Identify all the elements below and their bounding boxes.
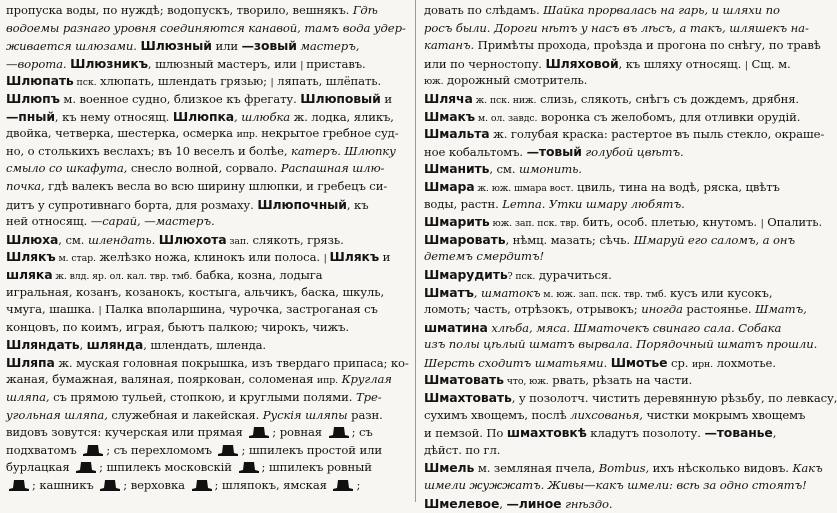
entry-text: м. юж. зап. пск. твр. тмб. bbox=[540, 288, 667, 300]
text-line bbox=[424, 495, 816, 513]
entry-text: Примѣты прохода, проѣзда и прогона по снѣгу, по травѣ bbox=[474, 38, 821, 53]
entry-text: мастеръ, bbox=[296, 39, 360, 54]
entry-text: м. стар. bbox=[55, 253, 96, 265]
entry-text: но, о столькихъ веслахъ; въ 10 веселъ и болѣе, bbox=[6, 143, 292, 158]
entry-text: слякоть, грязь. bbox=[248, 232, 344, 247]
headword: Шмаровать bbox=[424, 231, 506, 247]
entry-text: пск. bbox=[73, 77, 97, 89]
text-line bbox=[424, 354, 816, 372]
entry-text: пропуска воды, по нуждѣ; водопускъ, творило, вешнякъ. bbox=[6, 3, 353, 17]
text-line bbox=[6, 284, 411, 302]
entry-text: чистки мокрымъ хвощемъ bbox=[642, 407, 806, 422]
text-line bbox=[424, 108, 816, 126]
entry-text: сухимъ хвощемъ, послѣ bbox=[424, 407, 571, 422]
entry-text: приставъ. bbox=[306, 56, 366, 71]
entry-text: и bbox=[380, 91, 392, 106]
entry-text: некрытое гребное суд- bbox=[257, 126, 399, 141]
entry-text: | bbox=[98, 305, 102, 317]
entry-text: Шайка прорвалась на гарь, и шляхи по bbox=[543, 3, 780, 17]
entry-text: , шлендать, шленда. bbox=[143, 338, 267, 353]
text-line bbox=[424, 477, 816, 495]
hat-illustration-icon bbox=[332, 479, 354, 492]
entry-text: | bbox=[270, 77, 274, 89]
entry-text: чмуга, шашка. bbox=[6, 302, 99, 317]
entry-text: бабка, козна, лодыга bbox=[192, 267, 323, 282]
entry-text: или bbox=[211, 39, 242, 54]
text-line bbox=[6, 108, 411, 126]
headword: Шмарудить bbox=[424, 266, 508, 282]
text-line bbox=[6, 477, 411, 495]
entry-text: снесло волной, сорвало. bbox=[127, 161, 281, 176]
entry-text: , см. bbox=[58, 232, 88, 247]
entry-text: , къ шляху относящ. bbox=[618, 56, 745, 71]
entry-text: шмонить. bbox=[519, 162, 582, 177]
entry-text: водоемы разнаго уровня соединяются канавой, тамъ вода удер- bbox=[6, 20, 406, 35]
entry-text: ляпать, шлёпать. bbox=[273, 74, 382, 89]
entry-text: воронка съ желобомъ, для отливки орудій. bbox=[537, 109, 801, 124]
entry-text: и пемзой. По bbox=[424, 426, 507, 441]
entry-text: ср. bbox=[667, 355, 692, 370]
entry-text: ; верховка bbox=[123, 478, 189, 493]
text-line bbox=[6, 389, 411, 407]
text-line bbox=[424, 319, 816, 337]
entry-text: Шмаруй его саломъ, а онъ bbox=[633, 232, 796, 247]
headword: Шлюпка bbox=[172, 108, 235, 124]
entry-text: ; шляпокъ, ямская bbox=[214, 478, 331, 493]
text-line bbox=[424, 178, 816, 196]
entry-text: угольная шляпа, bbox=[6, 407, 108, 422]
headword: Шлюха bbox=[6, 231, 59, 247]
headword: Шманить bbox=[424, 161, 490, 177]
text-line bbox=[6, 90, 411, 108]
entry-text: | bbox=[744, 59, 748, 71]
text-line bbox=[424, 424, 816, 442]
text-line bbox=[424, 407, 816, 425]
text-line bbox=[424, 389, 837, 407]
text-line bbox=[424, 442, 816, 460]
entry-text: зап. bbox=[226, 235, 249, 247]
entry-text: что, юж. bbox=[503, 376, 549, 388]
hat-illustration-icon bbox=[82, 444, 104, 457]
entry-text: желѣзко ножа, клинокъ или полоса. bbox=[95, 250, 324, 265]
entry-text: ж. пск. ниж. bbox=[472, 94, 537, 106]
entry-text: служебная и лакейская. bbox=[107, 407, 263, 422]
headword: Шлюхота bbox=[158, 231, 227, 247]
text-line bbox=[424, 125, 825, 143]
entry-text: ; bbox=[356, 478, 361, 493]
entry-text: игральная, козанъ, козанокъ, костыга, альчикъ, баска, шкуль, bbox=[6, 284, 385, 299]
headword: Шмотье bbox=[610, 354, 668, 370]
entry-text: концовъ, по коимъ, играя, бьютъ палкою; чирокъ, чижъ. bbox=[6, 319, 349, 334]
headword: Шляча bbox=[424, 90, 473, 106]
hat-illustration-icon bbox=[99, 479, 121, 492]
entry-text: , bbox=[499, 496, 507, 511]
entry-text: жаная, бумажная, валяная, пояркован, соломеная bbox=[6, 372, 317, 387]
entry-text: гдѣ валекъ весла во всю ширину шлюпки, и гребецъ си- bbox=[44, 178, 388, 193]
entry-text: ломоть; часть, отрѣзокъ, отрывокъ; bbox=[424, 302, 642, 317]
entry-text: ; шпилекъ московскій bbox=[99, 460, 236, 475]
entry-text: катанъ. bbox=[424, 38, 475, 53]
entry-text: Гдѣ bbox=[352, 3, 378, 17]
entry-text: , шлюзный мастеръ, или bbox=[147, 56, 301, 71]
hat-illustration-icon bbox=[191, 479, 213, 492]
headword: Шлюзникъ bbox=[70, 55, 148, 71]
entry-text: детемъ смердитъ! bbox=[424, 249, 545, 264]
entry-text: смыло со шкафута, bbox=[6, 161, 128, 176]
entry-text: ж. лодка, яликъ, bbox=[290, 109, 394, 124]
text-line bbox=[6, 178, 411, 196]
entry-text: росъ были. Дороги нѣтъ у насъ въ лѣсъ, а такъ, шляшекъ на- bbox=[424, 20, 809, 35]
entry-text: ж. юж. шмара вост. bbox=[474, 182, 574, 194]
entry-text: шмели жужжатъ. Живы—какъ шмели: всѣ за одно стоятъ! bbox=[424, 478, 807, 493]
entry-text: м. военное судно, близкое къ фрегату. bbox=[59, 91, 301, 106]
text-line bbox=[424, 459, 823, 477]
entry-text: видовъ зовутся: кучерская или прямая bbox=[6, 425, 247, 440]
entry-text: дорожный смотритель. bbox=[443, 73, 588, 88]
entry-text: изъ полы цѣлый шматъ вырвала. Порядочный шматъ прошли. bbox=[424, 337, 818, 352]
entry-text: и bbox=[379, 250, 391, 265]
entry-text: ж. голубая краска: растертое въ пыль стекло, окраше- bbox=[489, 127, 825, 142]
entry-text: ипр. bbox=[316, 375, 339, 387]
entry-text: ирн. bbox=[691, 358, 714, 370]
entry-text: —ворота. bbox=[6, 56, 71, 71]
entry-text: гнѣздо. bbox=[561, 496, 613, 511]
text-line bbox=[6, 424, 411, 442]
entry-text: Утки шмару любятъ. bbox=[548, 196, 685, 211]
entry-text: | bbox=[300, 59, 307, 71]
entry-text: катеръ. Шлюпку bbox=[291, 143, 396, 158]
entry-text: ; ровная bbox=[272, 425, 326, 440]
text-line bbox=[6, 442, 411, 460]
entry-text: довать по слѣдамъ. bbox=[424, 3, 544, 17]
entry-text: юж. bbox=[424, 76, 444, 88]
text-line bbox=[424, 213, 823, 231]
entry-text: ; съ bbox=[351, 425, 373, 440]
entry-text: растоянье. bbox=[682, 302, 756, 317]
headword: Шлюпать bbox=[6, 73, 74, 89]
entry-text: шляпа, bbox=[6, 390, 50, 405]
headword: Шлюповый bbox=[300, 90, 381, 106]
entry-text: | bbox=[760, 218, 764, 230]
entry-text: дитъ у супротивнаго борта, для розмаху. bbox=[6, 197, 258, 212]
headword: Шлюзный bbox=[140, 38, 212, 54]
headword: Шматовать bbox=[424, 372, 504, 388]
entry-text: двойка, четверка, шестерка, осмерка bbox=[6, 126, 237, 141]
headword: —пный bbox=[6, 108, 55, 124]
text-line bbox=[424, 266, 816, 284]
entry-text: Круглая bbox=[341, 372, 392, 387]
entry-text: , къ bbox=[346, 197, 369, 212]
text-line bbox=[424, 284, 816, 302]
text-line bbox=[6, 37, 411, 55]
entry-text: бить, особ. плетью, кнутомъ. bbox=[579, 215, 761, 230]
text-line bbox=[6, 20, 411, 38]
hat-illustration-icon bbox=[217, 444, 239, 457]
headword: Шмакъ bbox=[424, 108, 476, 124]
entry-text: рвать, рѣзать на части. bbox=[548, 373, 693, 388]
hat-illustration-icon bbox=[8, 479, 30, 492]
entry-text: , нѣмц. мазать; сѣчь. bbox=[505, 232, 634, 247]
entry-text: Палка вполаршина, чурочка, застроганая съ bbox=[101, 302, 378, 317]
entry-text: лихсованья, bbox=[570, 407, 643, 422]
hat-illustration-icon bbox=[328, 426, 350, 439]
entry-text: ней относящ. bbox=[6, 214, 91, 229]
entry-text: | bbox=[323, 253, 330, 265]
headword: Шляндать bbox=[6, 337, 80, 353]
entry-text: почка, bbox=[6, 178, 45, 193]
entry-text: ж. муская головная покрышка, изъ твердаго припаса; ко- bbox=[54, 355, 409, 370]
entry-text: кладутъ позолоту. bbox=[586, 426, 705, 441]
entry-text: слизь, слякоть, снѣгъ съ дождемъ, дрябня. bbox=[536, 91, 800, 106]
entry-text: Шматъ, bbox=[755, 302, 807, 317]
text-line bbox=[424, 196, 816, 214]
entry-text: кусъ или кусокъ, bbox=[666, 285, 773, 300]
text-line bbox=[6, 407, 411, 425]
entry-text: , шлюбка bbox=[234, 109, 291, 124]
text-line bbox=[6, 336, 411, 354]
text-line bbox=[424, 248, 816, 266]
entry-text: ; шпилекъ ровный bbox=[261, 460, 372, 475]
headword: шматина bbox=[424, 319, 488, 335]
entry-text: Bombus, bbox=[598, 461, 650, 476]
entry-text: дурачиться. bbox=[535, 267, 612, 282]
headword: Шлякъ bbox=[6, 249, 56, 265]
entry-text: дѣйст. по гл. bbox=[424, 442, 501, 457]
text-line bbox=[424, 90, 816, 108]
entry-text: Опалить. bbox=[763, 215, 823, 230]
entry-text: воды, растн. bbox=[424, 196, 503, 211]
headword: Шмара bbox=[424, 178, 475, 194]
headword: Шляховой bbox=[545, 55, 619, 71]
entry-text: ? пск. bbox=[507, 270, 536, 282]
hat-illustration-icon bbox=[238, 461, 260, 474]
entry-text: ное кобальтомъ. bbox=[424, 144, 527, 159]
entry-text: разн. bbox=[347, 407, 383, 422]
text-line bbox=[424, 20, 816, 38]
entry-text: —сарай, —мастеръ. bbox=[90, 214, 215, 229]
entry-text: Сщ. м. bbox=[747, 56, 791, 71]
headword: Шматъ bbox=[424, 284, 474, 300]
text-line bbox=[6, 72, 411, 90]
headword: Шмахтовать bbox=[424, 390, 512, 406]
text-line bbox=[6, 143, 411, 161]
headword: Шмелевое bbox=[424, 495, 500, 511]
entry-text: , bbox=[79, 338, 87, 353]
entry-text: , bbox=[772, 426, 777, 441]
entry-text: Lemna. bbox=[502, 196, 546, 211]
entry-text: Тре- bbox=[355, 390, 382, 405]
text-line bbox=[6, 354, 411, 372]
headword: шлянда bbox=[86, 337, 144, 353]
left-column bbox=[6, 2, 411, 495]
hat-illustration-icon bbox=[248, 426, 270, 439]
entry-text: иногда bbox=[641, 302, 683, 317]
text-line bbox=[6, 319, 411, 337]
entry-text: хлюпать, шлендать грязью; bbox=[96, 74, 271, 89]
headword: —линое bbox=[506, 495, 562, 511]
text-line bbox=[6, 213, 411, 231]
entry-text: юж. зап. пск. твр. bbox=[489, 218, 580, 230]
entry-text: ; кашникъ bbox=[32, 478, 98, 493]
text-line bbox=[6, 55, 411, 73]
entry-text: м. земляная пчела, bbox=[474, 461, 599, 476]
headword: Шлюпъ bbox=[6, 90, 60, 106]
entry-text: бурлацкая bbox=[6, 460, 74, 475]
text-line bbox=[424, 301, 816, 319]
text-line bbox=[6, 125, 411, 143]
text-line bbox=[6, 2, 411, 20]
entry-text: лохмотье. bbox=[713, 355, 776, 370]
text-line bbox=[424, 72, 816, 90]
entry-text: , къ нему относящ. bbox=[54, 109, 173, 124]
entry-text: подхватомъ bbox=[6, 442, 81, 457]
text-line bbox=[424, 231, 816, 249]
entry-text: , шматокъ bbox=[473, 285, 541, 300]
text-line bbox=[6, 301, 411, 319]
headword: Шляпа bbox=[6, 354, 55, 370]
entry-text: Распашная шлю- bbox=[280, 161, 385, 176]
entry-text: цвиль, тина на водѣ, ряска, цвѣтъ bbox=[573, 179, 780, 194]
text-line bbox=[424, 336, 816, 354]
entry-text: или по черностопу. bbox=[424, 56, 546, 71]
text-line bbox=[424, 55, 816, 73]
entry-text: съ прямою тульей, стопкою, и круглыми полями. bbox=[49, 390, 356, 405]
entry-text: живается шлюзами. bbox=[6, 39, 141, 54]
entry-text: ипр. bbox=[236, 129, 258, 141]
column-divider bbox=[415, 0, 416, 502]
text-line bbox=[424, 371, 816, 389]
text-line bbox=[6, 231, 411, 249]
entry-text: ; съ перехломомъ bbox=[106, 442, 216, 457]
headword: Шлякъ bbox=[329, 249, 380, 265]
entry-text: , см. bbox=[489, 162, 520, 177]
text-line bbox=[6, 266, 411, 284]
entry-text: Какъ bbox=[792, 461, 823, 476]
headword: Шмель bbox=[424, 460, 475, 476]
entry-text: Шерсть сходитъ шматьями. bbox=[424, 355, 608, 370]
text-line bbox=[424, 143, 816, 161]
headword: Шлюпочный bbox=[257, 196, 347, 212]
text-line bbox=[6, 248, 411, 266]
text-line bbox=[424, 160, 816, 178]
entry-text: хлѣба, мяса. Шматочекъ свинаго сала. Собака bbox=[487, 320, 782, 335]
headword: —зовый bbox=[241, 38, 297, 54]
headword: шмахтовкѣ bbox=[506, 425, 587, 441]
text-line bbox=[6, 196, 411, 214]
entry-text: Рускія шляпы bbox=[262, 407, 348, 422]
entry-text: голубой цвѣтъ. bbox=[581, 144, 684, 159]
headword: —товый bbox=[526, 143, 582, 159]
text-line bbox=[6, 160, 411, 178]
entry-text: ихъ нѣсколько видовъ. bbox=[649, 461, 793, 476]
headword: шляка bbox=[6, 266, 53, 282]
entry-text: , у позолотч. чистить деревянную рѣзьбу, по левкасу, bbox=[511, 391, 837, 406]
entry-text: ; шпилекъ простой или bbox=[241, 442, 382, 457]
entry-text: шлендать. bbox=[87, 232, 156, 247]
entry-text: ж. влд. яр. ол. кал. твр. тмб. bbox=[52, 270, 193, 282]
headword: Шмальта bbox=[424, 126, 490, 142]
text-line bbox=[6, 459, 411, 477]
right-column bbox=[424, 2, 837, 512]
text-line bbox=[424, 2, 816, 20]
text-line bbox=[6, 371, 411, 389]
headword: Шмарить bbox=[424, 214, 490, 230]
entry-text: м. ол. завдс. bbox=[475, 112, 538, 124]
hat-illustration-icon bbox=[75, 461, 97, 474]
headword: —тованье bbox=[704, 425, 773, 441]
text-line bbox=[424, 37, 821, 55]
